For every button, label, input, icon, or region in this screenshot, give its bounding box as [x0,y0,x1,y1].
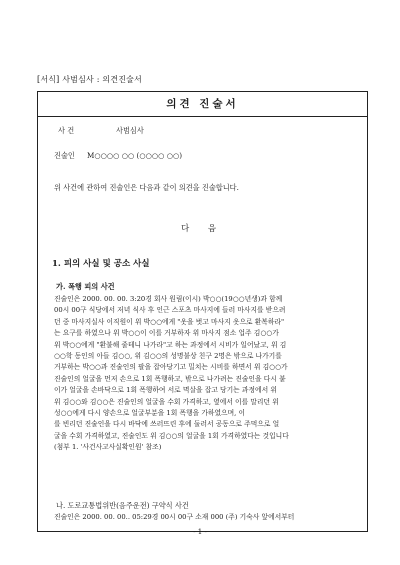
section-heading-1: 1. 피의 사실 및 공소 사실 [52,259,150,269]
subsection-heading-a: 가. 폭행 피의 사건 [56,282,115,291]
paragraph-line: 진술인은 2000. 00. 00. 3:20경 회사 원림(이시) 박○○(19○○년생)과 함께 [54,295,283,303]
case-value: 사범심사 [116,126,144,135]
paragraph-line: 성○○에게 다시 양손으로 얼굴부분을 1회 폭행을 가하였으며, 이 [54,409,246,418]
paragraph-line: 굴을 수회 가격하였고, 진술인도 위 김○○의 얼굴을 1회 가격하였다는 것입니다 [54,431,289,440]
paragraph-line: ○○학 동인의 아들 김○○, 위 김○○의 성명불상 친구 2명은 밖으로 나가기를 [54,352,282,361]
paragraph-line: 는 요구를 하였으나 위 박○○이 이를 거부하자 위 마사지 점소 업주 김○○가 [54,329,279,338]
paragraph-line: 를 빈리던 진술인을 다시 바닥에 쓰러뜨린 후에 둘러서 공동으로 주먹으로 얼 [54,420,280,429]
paragraph-line: 이가 얼굴을 손바닥으로 1회 폭행하여 서로 멱살을 잡고 당기는 과정에서 위 [54,386,277,395]
form-header: [서식] 사범심사 : 의견진술서 [37,75,142,84]
paragraph-b [54,512,356,523]
paragraph-line: 위 박○○에게 "환불해 줄테니 나가라"고 하는 과정에서 시비가 일어났고, 위 김 [54,340,287,349]
page-number: - 1 - [193,528,207,536]
paragraph-line: 00시 00구 식당에서 저녁 식사 후 인근 스포츠 마사지에 들러 마사지를 받으려 [54,306,286,315]
intro-text: 위 사건에 관하여 진술인은 다음과 같이 의견을 진술합니다. [54,183,239,192]
title-row [38,92,367,117]
paragraph-line: 진술인의 얼굴을 먼저 손으로 1회 폭행하고, 밖으로 나가려는 진술인을 다시 붙 [54,374,286,383]
paragraph-line: 위 김○○와 김○○은 진술인의 얼굴을 수회 가격하고, 옆에서 이를 말리던 위 [54,397,279,406]
statement-label: 진술인 [54,151,75,160]
statement-value: M○○○○ ○○ (○○○○ ○○) [87,151,183,160]
paragraph-line: 진술인은 2000. 00. 00.. 05:29경 00시 00구 소재 000 (주) 기숙사 앞에서부터 [54,513,295,521]
subsection-heading-b: 나. 도로교통법위반(음주운전) 구약식 사건 [56,501,189,510]
paragraph-line: 던 중 마사지실사 이직원이 위 박○○에게 "옷을 벗고 마사지 옷으로 환복하라" [54,317,285,326]
document-title: 의견 진술서 [166,98,239,110]
case-label: 사 건 [58,126,75,135]
paragraph-line: (첨부 1. '사건사고사실확인원' 참조) [54,443,162,452]
paragraph-line: 거부하는 박○○과 진술인의 팔을 잡아당기고 밀치는 시비를 하면서 위 김○○가 [54,363,288,372]
paragraph-a [54,294,356,454]
sub-title: 다 음 [180,224,225,234]
document-frame [37,91,368,532]
